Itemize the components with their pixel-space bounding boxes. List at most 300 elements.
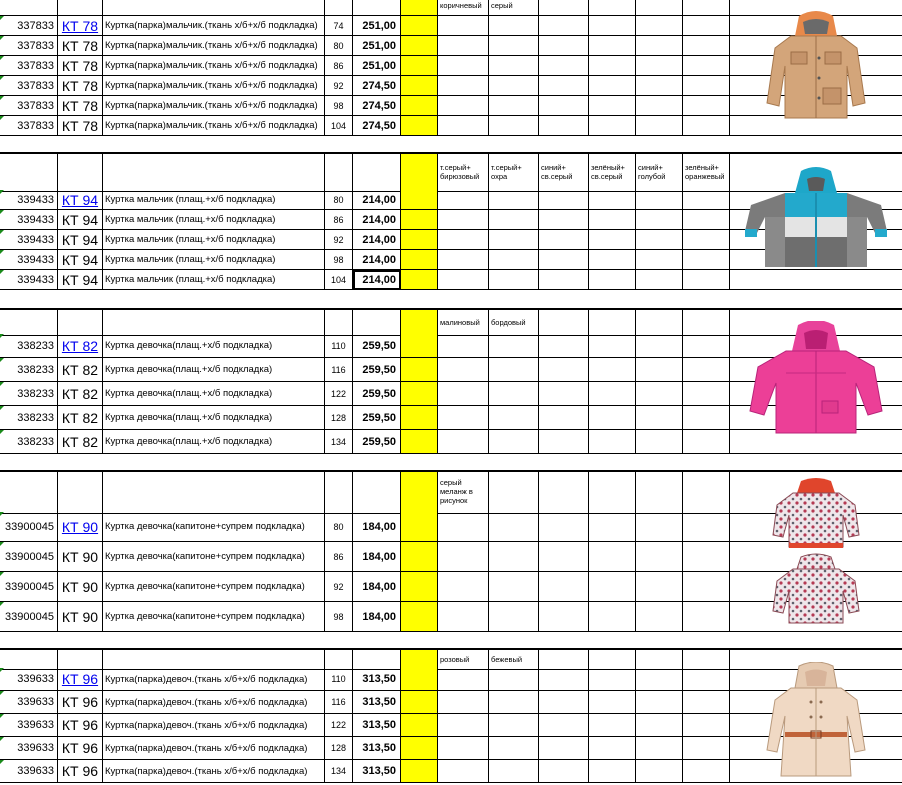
color-qty-cell[interactable] <box>683 542 730 572</box>
color-qty-cell[interactable] <box>683 116 730 136</box>
color-qty-cell[interactable] <box>589 406 636 430</box>
color-qty-cell[interactable] <box>589 116 636 136</box>
price-cell[interactable]: 184,00 <box>353 602 401 632</box>
color-qty-cell[interactable] <box>683 334 730 358</box>
color-qty-cell[interactable] <box>683 96 730 116</box>
color-qty-cell[interactable] <box>683 358 730 382</box>
color-qty-cell[interactable] <box>438 358 489 382</box>
color-qty-cell[interactable] <box>636 406 683 430</box>
size-cell[interactable]: 104 <box>325 116 353 136</box>
size-cell[interactable]: 122 <box>325 714 353 737</box>
quantity-input-cell[interactable] <box>401 36 438 56</box>
color-header[interactable]: синий+ св.серый <box>539 154 589 192</box>
color-qty-cell[interactable] <box>539 210 589 230</box>
color-qty-cell[interactable] <box>539 714 589 737</box>
color-qty-cell[interactable] <box>438 334 489 358</box>
color-qty-cell[interactable] <box>539 270 589 290</box>
color-qty-cell[interactable] <box>539 430 589 454</box>
color-qty-cell[interactable] <box>683 512 730 542</box>
quantity-input-cell[interactable] <box>401 56 438 76</box>
size-cell[interactable]: 110 <box>325 334 353 358</box>
product-code-cell[interactable]: 339433 <box>0 230 58 250</box>
color-qty-cell[interactable] <box>438 210 489 230</box>
color-qty-cell[interactable] <box>683 36 730 56</box>
color-qty-cell[interactable] <box>636 602 683 632</box>
product-name-cell[interactable]: Куртка девочка(капитоне+супрем подкладка) <box>103 572 325 602</box>
model-link[interactable]: КТ 96 <box>61 671 99 687</box>
color-qty-cell[interactable] <box>589 270 636 290</box>
product-name-cell[interactable]: Куртка(парка)девоч.(ткань х/б+х/б подкладка) <box>103 714 325 737</box>
color-header[interactable]: серый меланж в рисунок <box>438 472 489 514</box>
color-qty-cell[interactable] <box>539 602 589 632</box>
size-cell[interactable]: 98 <box>325 602 353 632</box>
model-cell[interactable] <box>58 334 103 358</box>
color-qty-cell[interactable] <box>589 602 636 632</box>
color-qty-cell[interactable] <box>636 210 683 230</box>
color-qty-cell[interactable] <box>636 737 683 760</box>
color-qty-cell[interactable] <box>539 668 589 691</box>
color-qty-cell[interactable] <box>636 36 683 56</box>
product-name-cell[interactable]: Куртка девочка(капитоне+супрем подкладка) <box>103 512 325 542</box>
color-qty-cell[interactable] <box>683 572 730 602</box>
model-cell[interactable] <box>58 56 103 76</box>
quantity-input-cell[interactable] <box>401 96 438 116</box>
color-qty-cell[interactable] <box>438 714 489 737</box>
color-qty-cell[interactable] <box>489 250 539 270</box>
price-cell[interactable]: 313,50 <box>353 668 401 691</box>
size-cell[interactable]: 80 <box>325 512 353 542</box>
color-qty-cell[interactable] <box>683 430 730 454</box>
product-code-cell[interactable]: 337833 <box>0 76 58 96</box>
model-cell[interactable] <box>58 116 103 136</box>
size-cell[interactable]: 98 <box>325 250 353 270</box>
product-code-cell[interactable]: 339433 <box>0 210 58 230</box>
color-qty-cell[interactable] <box>539 56 589 76</box>
product-name-cell[interactable]: Куртка(парка)девоч.(ткань х/б+х/б подкладка) <box>103 737 325 760</box>
color-qty-cell[interactable] <box>489 572 539 602</box>
quantity-input-cell[interactable] <box>401 714 438 737</box>
color-qty-cell[interactable] <box>489 406 539 430</box>
color-qty-cell[interactable] <box>636 270 683 290</box>
model-cell[interactable] <box>58 230 103 250</box>
color-qty-cell[interactable] <box>539 542 589 572</box>
product-name-cell[interactable]: Куртка(парка)девоч.(ткань х/б+х/б подкладка) <box>103 668 325 691</box>
product-code-cell[interactable]: 339433 <box>0 270 58 290</box>
color-qty-cell[interactable] <box>539 36 589 56</box>
color-qty-cell[interactable] <box>438 76 489 96</box>
color-qty-cell[interactable] <box>589 760 636 783</box>
model-cell[interactable] <box>58 691 103 714</box>
color-qty-cell[interactable] <box>438 737 489 760</box>
color-qty-cell[interactable] <box>539 737 589 760</box>
model-cell[interactable] <box>58 358 103 382</box>
quantity-input-cell[interactable] <box>401 668 438 691</box>
color-qty-cell[interactable] <box>438 230 489 250</box>
color-qty-cell[interactable] <box>489 76 539 96</box>
size-cell[interactable]: 116 <box>325 691 353 714</box>
product-name-cell[interactable]: Куртка девочка(плащ.+х/б подкладка) <box>103 430 325 454</box>
model-link[interactable]: КТ 78 <box>61 17 99 34</box>
model-cell[interactable] <box>58 714 103 737</box>
color-qty-cell[interactable] <box>683 602 730 632</box>
color-qty-cell[interactable] <box>539 76 589 96</box>
price-cell[interactable]: 259,50 <box>353 406 401 430</box>
color-qty-cell[interactable] <box>539 691 589 714</box>
product-name-cell[interactable]: Куртка мальчик (плащ.+х/б подкладка) <box>103 190 325 210</box>
price-cell[interactable]: 251,00 <box>353 56 401 76</box>
color-qty-cell[interactable] <box>589 16 636 36</box>
color-qty-cell[interactable] <box>589 36 636 56</box>
quantity-input-cell[interactable] <box>401 760 438 783</box>
product-code-cell[interactable]: 339633 <box>0 737 58 760</box>
size-cell[interactable]: 128 <box>325 737 353 760</box>
model-cell[interactable] <box>58 96 103 116</box>
color-qty-cell[interactable] <box>636 691 683 714</box>
color-qty-cell[interactable] <box>539 250 589 270</box>
color-header[interactable]: малиновый <box>438 310 489 336</box>
product-name-cell[interactable]: Куртка(парка)мальчик.(ткань х/б+х/б подкладка) <box>103 76 325 96</box>
color-qty-cell[interactable] <box>589 96 636 116</box>
product-code-cell[interactable]: 338233 <box>0 406 58 430</box>
color-qty-cell[interactable] <box>489 116 539 136</box>
color-qty-cell[interactable] <box>589 210 636 230</box>
model-cell[interactable] <box>58 512 103 542</box>
quantity-input-cell[interactable] <box>401 358 438 382</box>
product-code-cell[interactable]: 33900045 <box>0 602 58 632</box>
color-qty-cell[interactable] <box>636 96 683 116</box>
price-cell[interactable]: 274,50 <box>353 96 401 116</box>
price-cell[interactable]: 251,00 <box>353 16 401 36</box>
product-name-cell[interactable]: Куртка мальчик (плащ.+х/б подкладка) <box>103 270 325 290</box>
product-name-cell[interactable]: Куртка мальчик (плащ.+х/б подкладка) <box>103 250 325 270</box>
product-name-cell[interactable]: Куртка мальчик (плащ.+х/б подкладка) <box>103 210 325 230</box>
color-qty-cell[interactable] <box>489 382 539 406</box>
model-link[interactable]: КТ 82 <box>61 337 99 354</box>
model-cell[interactable] <box>58 190 103 210</box>
model-cell[interactable] <box>58 250 103 270</box>
color-qty-cell[interactable] <box>636 334 683 358</box>
color-qty-cell[interactable] <box>589 542 636 572</box>
color-qty-cell[interactable] <box>589 691 636 714</box>
product-name-cell[interactable]: Куртка(парка)девоч.(ткань х/б+х/б подкладка) <box>103 691 325 714</box>
color-qty-cell[interactable] <box>683 230 730 250</box>
color-qty-cell[interactable] <box>589 512 636 542</box>
color-qty-cell[interactable] <box>589 334 636 358</box>
quantity-input-cell[interactable] <box>401 430 438 454</box>
color-header[interactable]: розовый <box>438 650 489 670</box>
color-qty-cell[interactable] <box>539 358 589 382</box>
product-name-cell[interactable]: Куртка(парка)девоч.(ткань х/б+х/б подкладка) <box>103 760 325 783</box>
color-qty-cell[interactable] <box>489 760 539 783</box>
color-qty-cell[interactable] <box>683 760 730 783</box>
color-header[interactable]: т.серый+ бирюзовый <box>438 154 489 192</box>
color-qty-cell[interactable] <box>683 382 730 406</box>
color-qty-cell[interactable] <box>539 760 589 783</box>
quantity-input-cell[interactable] <box>401 512 438 542</box>
color-qty-cell[interactable] <box>683 406 730 430</box>
product-code-cell[interactable]: 338233 <box>0 334 58 358</box>
color-qty-cell[interactable] <box>489 210 539 230</box>
product-code-cell[interactable]: 33900045 <box>0 512 58 542</box>
color-qty-cell[interactable] <box>683 16 730 36</box>
color-qty-cell[interactable] <box>683 270 730 290</box>
color-qty-cell[interactable] <box>489 96 539 116</box>
price-cell[interactable]: 184,00 <box>353 542 401 572</box>
price-cell[interactable]: 184,00 <box>353 572 401 602</box>
quantity-input-cell[interactable] <box>401 382 438 406</box>
price-cell[interactable]: 251,00 <box>353 36 401 56</box>
color-qty-cell[interactable] <box>438 382 489 406</box>
quantity-input-cell[interactable] <box>401 737 438 760</box>
color-qty-cell[interactable] <box>438 190 489 210</box>
color-qty-cell[interactable] <box>539 406 589 430</box>
color-qty-cell[interactable] <box>636 430 683 454</box>
color-qty-cell[interactable] <box>489 714 539 737</box>
color-qty-cell[interactable] <box>539 512 589 542</box>
color-qty-cell[interactable] <box>438 56 489 76</box>
product-name-cell[interactable]: Куртка(парка)мальчик.(ткань х/б+х/б подкладка) <box>103 96 325 116</box>
color-qty-cell[interactable] <box>589 230 636 250</box>
color-qty-cell[interactable] <box>636 572 683 602</box>
price-cell[interactable]: 184,00 <box>353 512 401 542</box>
color-qty-cell[interactable] <box>489 270 539 290</box>
product-code-cell[interactable]: 338233 <box>0 430 58 454</box>
size-cell[interactable]: 92 <box>325 572 353 602</box>
product-name-cell[interactable]: Куртка девочка(плащ.+х/б подкладка) <box>103 382 325 406</box>
size-cell[interactable]: 86 <box>325 56 353 76</box>
product-name-cell[interactable]: Куртка девочка(плащ.+х/б подкладка) <box>103 406 325 430</box>
color-qty-cell[interactable] <box>438 760 489 783</box>
product-code-cell[interactable]: 337833 <box>0 16 58 36</box>
color-qty-cell[interactable] <box>636 190 683 210</box>
product-image-pink-jacket[interactable] <box>730 308 902 454</box>
price-cell[interactable]: 313,50 <box>353 737 401 760</box>
color-qty-cell[interactable] <box>539 572 589 602</box>
quantity-input-cell[interactable] <box>401 602 438 632</box>
product-image-floral-jacket[interactable] <box>730 474 902 630</box>
color-header[interactable]: зелёный+ оранжевый <box>683 154 730 192</box>
product-code-cell[interactable]: 339633 <box>0 760 58 783</box>
color-qty-cell[interactable] <box>489 230 539 250</box>
color-qty-cell[interactable] <box>489 668 539 691</box>
color-qty-cell[interactable] <box>489 358 539 382</box>
color-qty-cell[interactable] <box>589 737 636 760</box>
product-name-cell[interactable]: Куртка девочка(капитоне+супрем подкладка) <box>103 602 325 632</box>
color-qty-cell[interactable] <box>589 668 636 691</box>
product-code-cell[interactable]: 339433 <box>0 250 58 270</box>
product-name-cell[interactable]: Куртка(парка)мальчик.(ткань х/б+х/б подкладка) <box>103 56 325 76</box>
product-code-cell[interactable]: 339633 <box>0 714 58 737</box>
product-code-cell[interactable]: 33900045 <box>0 542 58 572</box>
quantity-input-cell[interactable] <box>401 572 438 602</box>
color-qty-cell[interactable] <box>683 76 730 96</box>
product-image-grey-turquoise-jacket[interactable] <box>730 152 902 292</box>
color-qty-cell[interactable] <box>636 56 683 76</box>
size-cell[interactable]: 134 <box>325 760 353 783</box>
color-qty-cell[interactable] <box>489 602 539 632</box>
model-link[interactable]: КТ 94 <box>61 191 99 208</box>
price-cell[interactable]: 214,00 <box>353 270 401 290</box>
color-qty-cell[interactable] <box>636 542 683 572</box>
price-cell[interactable]: 313,50 <box>353 714 401 737</box>
product-code-cell[interactable]: 33900045 <box>0 572 58 602</box>
model-cell[interactable] <box>58 16 103 36</box>
color-qty-cell[interactable] <box>636 76 683 96</box>
color-qty-cell[interactable] <box>636 512 683 542</box>
color-qty-cell[interactable] <box>438 16 489 36</box>
color-qty-cell[interactable] <box>438 572 489 602</box>
size-cell[interactable]: 92 <box>325 230 353 250</box>
quantity-input-cell[interactable] <box>401 230 438 250</box>
color-qty-cell[interactable] <box>489 190 539 210</box>
color-header[interactable]: синий+ голубой <box>636 154 683 192</box>
model-cell[interactable] <box>58 668 103 691</box>
color-qty-cell[interactable] <box>539 382 589 406</box>
color-header[interactable]: т.серый+ охра <box>489 154 539 192</box>
product-image-brown-parka[interactable] <box>730 0 902 136</box>
color-qty-cell[interactable] <box>489 691 539 714</box>
size-cell[interactable]: 86 <box>325 210 353 230</box>
color-qty-cell[interactable] <box>489 542 539 572</box>
color-qty-cell[interactable] <box>589 714 636 737</box>
color-qty-cell[interactable] <box>438 96 489 116</box>
size-cell[interactable]: 110 <box>325 668 353 691</box>
size-cell[interactable]: 128 <box>325 406 353 430</box>
size-cell[interactable]: 74 <box>325 16 353 36</box>
product-name-cell[interactable]: Куртка девочка(плащ.+х/б подкладка) <box>103 358 325 382</box>
color-qty-cell[interactable] <box>683 691 730 714</box>
color-qty-cell[interactable] <box>539 116 589 136</box>
color-qty-cell[interactable] <box>438 270 489 290</box>
color-qty-cell[interactable] <box>636 116 683 136</box>
color-qty-cell[interactable] <box>683 210 730 230</box>
color-qty-cell[interactable] <box>438 406 489 430</box>
quantity-input-cell[interactable] <box>401 270 438 290</box>
color-qty-cell[interactable] <box>589 56 636 76</box>
color-header[interactable]: бежевый <box>489 650 539 670</box>
size-cell[interactable]: 92 <box>325 76 353 96</box>
color-qty-cell[interactable] <box>489 334 539 358</box>
product-name-cell[interactable]: Куртка(парка)мальчик.(ткань х/б+х/б подкладка) <box>103 16 325 36</box>
color-qty-cell[interactable] <box>683 737 730 760</box>
quantity-input-cell[interactable] <box>401 250 438 270</box>
color-qty-cell[interactable] <box>636 250 683 270</box>
color-qty-cell[interactable] <box>589 358 636 382</box>
color-qty-cell[interactable] <box>438 36 489 56</box>
product-image-beige-parka[interactable] <box>730 658 902 783</box>
model-cell[interactable] <box>58 602 103 632</box>
color-qty-cell[interactable] <box>438 602 489 632</box>
price-cell[interactable]: 259,50 <box>353 334 401 358</box>
model-cell[interactable] <box>58 430 103 454</box>
color-qty-cell[interactable] <box>683 56 730 76</box>
price-cell[interactable]: 274,50 <box>353 76 401 96</box>
color-qty-cell[interactable] <box>636 714 683 737</box>
color-qty-cell[interactable] <box>636 760 683 783</box>
product-code-cell[interactable]: 338233 <box>0 382 58 406</box>
color-qty-cell[interactable] <box>438 116 489 136</box>
model-link[interactable]: КТ 90 <box>61 518 99 535</box>
model-cell[interactable] <box>58 382 103 406</box>
quantity-input-cell[interactable] <box>401 542 438 572</box>
size-cell[interactable]: 86 <box>325 542 353 572</box>
price-cell[interactable]: 313,50 <box>353 760 401 783</box>
quantity-input-cell[interactable] <box>401 190 438 210</box>
color-qty-cell[interactable] <box>683 714 730 737</box>
color-qty-cell[interactable] <box>683 250 730 270</box>
color-qty-cell[interactable] <box>489 430 539 454</box>
size-cell[interactable]: 134 <box>325 430 353 454</box>
color-qty-cell[interactable] <box>489 36 539 56</box>
color-qty-cell[interactable] <box>438 668 489 691</box>
quantity-input-cell[interactable] <box>401 334 438 358</box>
size-cell[interactable]: 80 <box>325 36 353 56</box>
product-code-cell[interactable]: 338233 <box>0 358 58 382</box>
color-qty-cell[interactable] <box>489 512 539 542</box>
model-cell[interactable] <box>58 76 103 96</box>
color-qty-cell[interactable] <box>589 382 636 406</box>
size-cell[interactable]: 80 <box>325 190 353 210</box>
product-name-cell[interactable]: Куртка(парка)мальчик.(ткань х/б+х/б подкладка) <box>103 116 325 136</box>
model-cell[interactable] <box>58 737 103 760</box>
product-code-cell[interactable]: 337833 <box>0 36 58 56</box>
product-code-cell[interactable]: 339633 <box>0 668 58 691</box>
color-qty-cell[interactable] <box>589 250 636 270</box>
color-qty-cell[interactable] <box>636 230 683 250</box>
product-code-cell[interactable]: 337833 <box>0 56 58 76</box>
color-header[interactable]: серый <box>489 0 539 16</box>
product-name-cell[interactable]: Куртка мальчик (плащ.+х/б подкладка) <box>103 230 325 250</box>
size-cell[interactable]: 116 <box>325 358 353 382</box>
quantity-input-cell[interactable] <box>401 76 438 96</box>
price-cell[interactable]: 313,50 <box>353 691 401 714</box>
color-qty-cell[interactable] <box>489 737 539 760</box>
product-code-cell[interactable]: 339633 <box>0 691 58 714</box>
color-qty-cell[interactable] <box>539 16 589 36</box>
model-cell[interactable] <box>58 36 103 56</box>
size-cell[interactable]: 122 <box>325 382 353 406</box>
color-qty-cell[interactable] <box>489 56 539 76</box>
quantity-input-cell[interactable] <box>401 116 438 136</box>
color-qty-cell[interactable] <box>438 250 489 270</box>
color-qty-cell[interactable] <box>539 230 589 250</box>
price-cell[interactable]: 214,00 <box>353 250 401 270</box>
color-qty-cell[interactable] <box>636 382 683 406</box>
color-qty-cell[interactable] <box>589 430 636 454</box>
color-qty-cell[interactable] <box>636 16 683 36</box>
color-qty-cell[interactable] <box>438 430 489 454</box>
product-code-cell[interactable]: 339433 <box>0 190 58 210</box>
price-cell[interactable]: 214,00 <box>353 190 401 210</box>
color-header[interactable]: коричневый <box>438 0 489 16</box>
color-qty-cell[interactable] <box>438 691 489 714</box>
product-code-cell[interactable]: 337833 <box>0 96 58 116</box>
product-name-cell[interactable]: Куртка(парка)мальчик.(ткань х/б+х/б подкладка) <box>103 36 325 56</box>
product-name-cell[interactable]: Куртка девочка(капитоне+супрем подкладка) <box>103 542 325 572</box>
quantity-input-cell[interactable] <box>401 16 438 36</box>
quantity-input-cell[interactable] <box>401 691 438 714</box>
size-cell[interactable]: 98 <box>325 96 353 116</box>
price-cell[interactable]: 259,50 <box>353 382 401 406</box>
color-qty-cell[interactable] <box>539 334 589 358</box>
color-qty-cell[interactable] <box>539 96 589 116</box>
model-cell[interactable] <box>58 572 103 602</box>
price-cell[interactable]: 274,50 <box>353 116 401 136</box>
color-qty-cell[interactable] <box>589 76 636 96</box>
color-qty-cell[interactable] <box>636 358 683 382</box>
product-code-cell[interactable]: 337833 <box>0 116 58 136</box>
color-header[interactable]: бордовый <box>489 310 539 336</box>
